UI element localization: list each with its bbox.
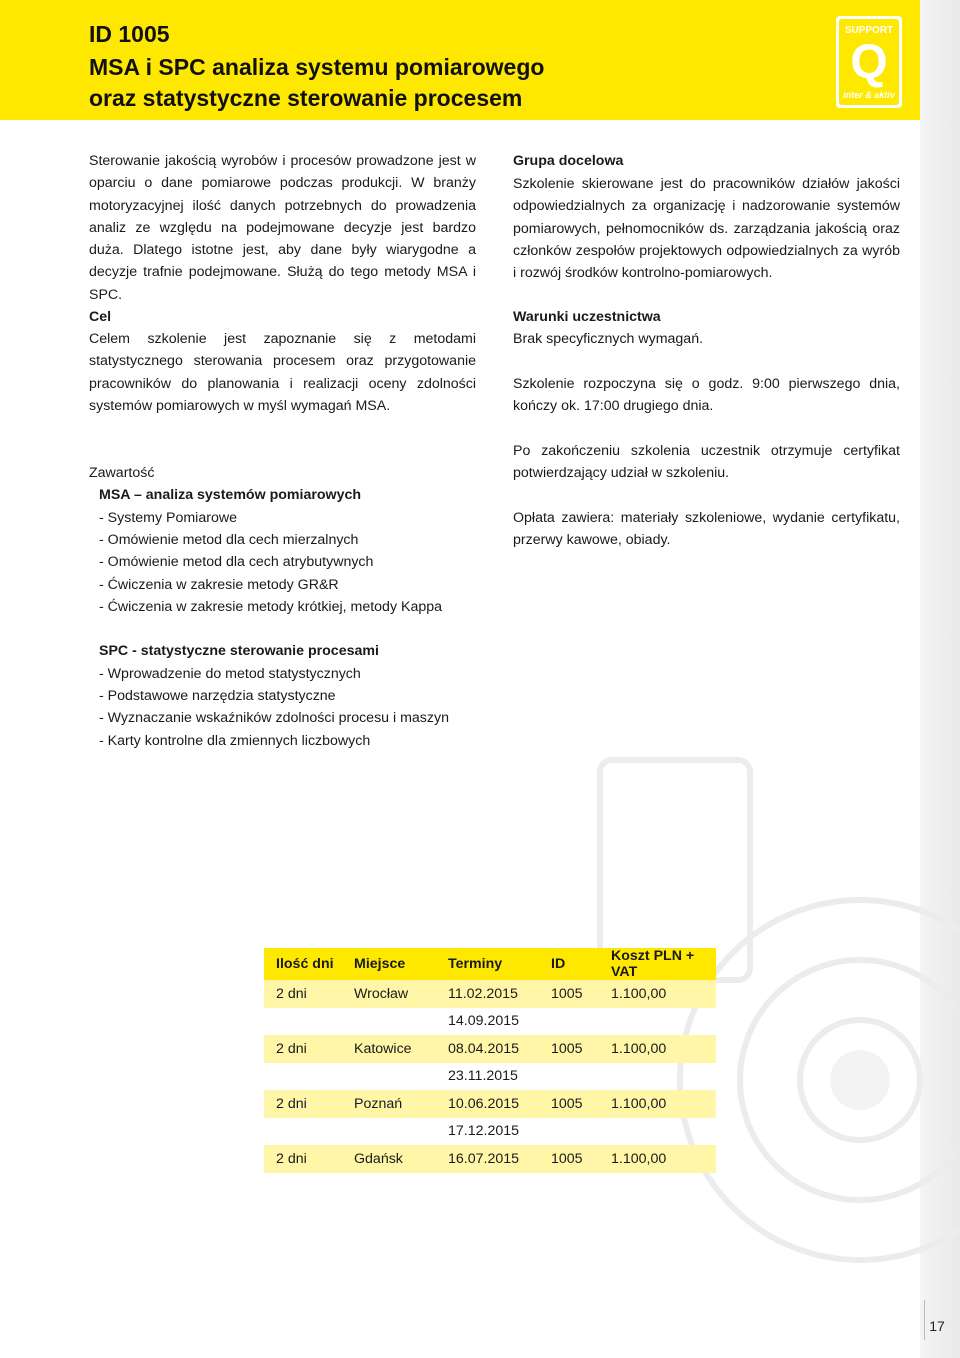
table-cell: [342, 1118, 436, 1146]
table-header-cell: Terminy: [436, 948, 539, 980]
page-number: 17: [929, 1318, 945, 1334]
msa-item: - Omówienie metod dla cech atrybutywnych: [99, 554, 374, 570]
table-cell: 10.06.2015: [436, 1090, 539, 1118]
table-cell: 1005: [539, 1090, 599, 1118]
table-cell: 1.100,00: [599, 1090, 716, 1118]
grupa-paragraph: Szkolenie skierowane jest do pracowników działów jakości odpowiedzialnych za organizację i nadzorowanie systemów pomiarowych, pełnomocników ds. zarządzania jakością oraz członków zespołów projektowych odpowiedzialnych za wyrób i rozwój środków kontrolno-pomiarowych.: [513, 176, 900, 282]
spc-item: - Karty kontrolne dla zmiennych liczbowych: [99, 733, 371, 749]
spc-item: - Podstawowe narzędzia statystyczne: [99, 688, 336, 704]
table-cell: 11.02.2015: [436, 980, 539, 1008]
header-title-line-1: MSA i SPC analiza systemu pomiarowego: [89, 54, 545, 80]
table-row: [264, 1090, 716, 1118]
schedule-table: [264, 948, 716, 1173]
table-cell: Katowice: [342, 1035, 436, 1063]
warunki-heading: Warunki uczestnictwa: [513, 309, 661, 325]
table-cell: [539, 1118, 599, 1146]
spc-item: - Wyznaczanie wskaźników zdolności procesu i maszyn: [99, 710, 449, 726]
table-row: [264, 1063, 716, 1091]
table-cell: [539, 1063, 599, 1091]
header-title-line-2: oraz statystyczne sterowanie procesem: [89, 85, 523, 111]
table-cell: 1.100,00: [599, 1035, 716, 1063]
table-cell: 2 dni: [264, 1145, 342, 1173]
table-cell: 1.100,00: [599, 980, 716, 1008]
svg-text:SUPPORT: SUPPORT: [844, 25, 894, 36]
svg-text:inter & aktiv: inter & aktiv: [843, 90, 895, 100]
table-header-cell: ID: [539, 948, 599, 980]
table-header-row: [264, 948, 716, 980]
table-cell: 1005: [539, 1145, 599, 1173]
table-row: [264, 1008, 716, 1036]
header-id: ID 1005: [89, 21, 170, 47]
spc-heading: SPC - statystyczne sterowanie procesami: [99, 643, 379, 659]
support-q-logo: [836, 16, 902, 108]
table-cell: 1005: [539, 1035, 599, 1063]
table-cell: [264, 1008, 342, 1036]
table-cell: [599, 1118, 716, 1146]
spc-item: - Wprowadzenie do metod statystycznych: [99, 666, 361, 682]
table-cell: [599, 1008, 716, 1036]
table-cell: 1005: [539, 980, 599, 1008]
msa-item: - Ćwiczenia w zakresie metody krótkiej, metody Kappa: [99, 599, 443, 615]
table-cell: [264, 1063, 342, 1091]
svg-text:Q: Q: [850, 36, 888, 89]
table-header-cell: Miejsce: [342, 948, 436, 980]
table-cell: 2 dni: [264, 980, 342, 1008]
certificate-paragraph: Po zakończeniu szkolenia uczestnik otrzymuje certyfikat potwierdzający udział w szkoleniu.: [513, 443, 900, 482]
table-cell: 16.07.2015: [436, 1145, 539, 1173]
zawartosc-heading: Zawartość: [89, 465, 155, 481]
table-cell: [599, 1063, 716, 1091]
table-cell: [539, 1008, 599, 1036]
warunki-paragraph: Brak specyficznych wymagań.: [513, 331, 704, 347]
table-row: [264, 1145, 716, 1173]
table-cell: 23.11.2015: [448, 1068, 518, 1085]
table-row: [264, 1118, 716, 1146]
table-cell: Gdańsk: [342, 1145, 436, 1173]
cel-paragraph: Celem szkolenie jest zapoznanie się z metodami statystycznego sterowania procesem oraz przygotowanie pracowników do planowania i realizacji oceny zdolności systemów pomiarowych w myśl wymagań MSA.: [89, 331, 476, 414]
table-cell: 17.12.2015: [448, 1123, 520, 1140]
grupa-heading: Grupa docelowa: [513, 153, 624, 169]
table-cell: 1.100,00: [599, 1145, 716, 1173]
table-cell: 2 dni: [264, 1090, 342, 1118]
table-row: [264, 1035, 716, 1063]
intro-paragraph: Sterowanie jakością wyrobów i procesów prowadzone jest w oparciu o dane pomiarowe podczas produkcji. W branży motoryzacyjnej ilość danych potrzebnych do prowadzenia analiz ze względu na podejmowane decyzje jest bardzo duża. Dlatego istotne jest, aby dane były wiarygodne a decyzje trafnie podejmowane. Służą do tego metody MSA i SPC.: [89, 153, 476, 303]
table-cell: [342, 1008, 436, 1036]
msa-heading: MSA – analiza systemów pomiarowych: [99, 487, 362, 503]
table-cell: [264, 1118, 342, 1146]
table-cell: 14.09.2015: [448, 1013, 520, 1030]
msa-item: - Systemy Pomiarowe: [99, 510, 237, 526]
msa-item: - Omówienie metod dla cech mierzalnych: [99, 532, 359, 548]
table-cell: [342, 1063, 436, 1091]
table-cell: 2 dni: [264, 1035, 342, 1063]
table-cell: Poznań: [342, 1090, 436, 1118]
table-header-cell: Koszt PLN + VAT: [599, 948, 716, 980]
fee-paragraph: Opłata zawiera: materiały szkoleniowe, wydanie certyfikatu, przerwy kawowe, obiady.: [513, 510, 900, 549]
cel-heading: Cel: [89, 309, 112, 325]
table-cell: 08.04.2015: [436, 1035, 539, 1063]
schedule-paragraph: Szkolenie rozpoczyna się o godz. 9:00 pierwszego dnia, kończy ok. 17:00 drugiego dnia.: [513, 376, 900, 415]
msa-item: - Ćwiczenia w zakresie metody GR&R: [99, 577, 339, 593]
table-header-cell: Ilość dni: [264, 948, 342, 980]
table-cell: Wrocław: [342, 980, 436, 1008]
table-row: [264, 980, 716, 1008]
